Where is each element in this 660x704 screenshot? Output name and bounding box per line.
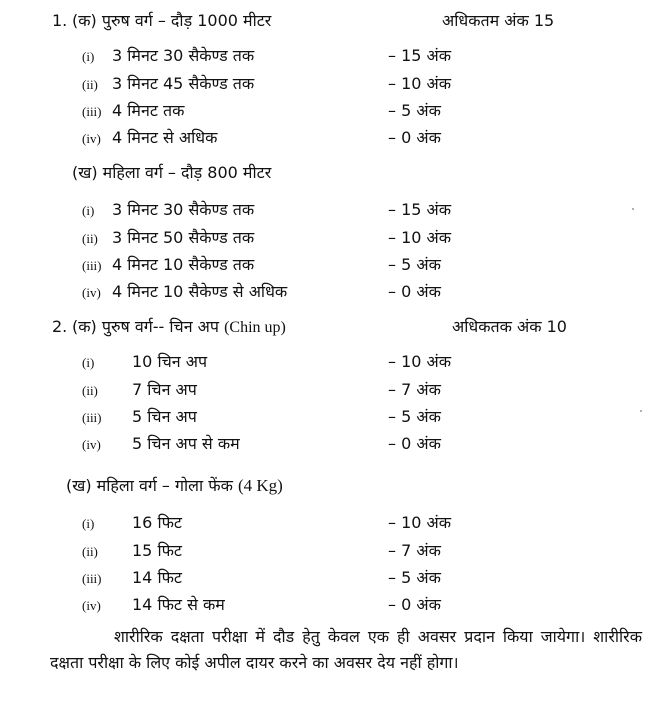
section-2-men-heading-text: (क) पुरुष वर्ग-- चिन अप	[72, 317, 219, 336]
section-2-women-heading-text: (ख) महिला वर्ग – गोला फेंक	[66, 476, 233, 495]
item-text: 4 मिनट 10 सैकेण्ड से अधिक	[112, 282, 288, 301]
item-marks: – 7 अंक	[388, 380, 441, 399]
item-text: 14 फिट से कम	[132, 595, 225, 614]
item-roman: (iv)	[82, 285, 101, 300]
item-marks: – 10 अंक	[388, 74, 452, 93]
scan-speck	[632, 208, 634, 210]
item-text: 4 मिनट तक	[112, 101, 185, 120]
item-marks: – 5 अंक	[388, 568, 441, 587]
scan-speck	[640, 410, 642, 412]
item-roman: (ii)	[82, 383, 98, 398]
item-roman: (i)	[82, 49, 95, 64]
section-1-women-heading: (ख) महिला वर्ग – दौड़ 800 मीटर	[72, 163, 272, 182]
item-text: 15 फिट	[132, 541, 182, 560]
item-marks: – 0 अंक	[388, 128, 441, 147]
item-marks: – 5 अंक	[388, 255, 441, 274]
section-2-men-heading	[72, 316, 286, 339]
item-roman: (ii)	[82, 544, 98, 559]
section-1-men-heading: (क) पुरुष वर्ग – दौड़ 1000 मीटर	[72, 11, 272, 30]
item-marks: – 7 अंक	[388, 541, 441, 560]
section-1-max-marks: अधिकतम अंक 15	[442, 11, 555, 30]
item-text: 10 चिन अप	[132, 352, 208, 371]
item-marks: – 0 अंक	[388, 282, 441, 301]
item-marks: – 15 अंक	[388, 46, 452, 65]
item-roman: (iii)	[82, 571, 102, 586]
item-marks: – 5 अंक	[388, 407, 441, 426]
section-2-women-heading	[66, 475, 283, 497]
item-text: 7 चिन अप	[132, 380, 197, 399]
item-text: 3 मिनट 30 सैकेण्ड तक	[112, 200, 255, 219]
item-roman: (i)	[82, 355, 95, 370]
item-roman: (ii)	[82, 77, 98, 92]
item-marks: – 5 अंक	[388, 101, 441, 120]
item-roman: (iii)	[82, 104, 102, 119]
item-text: 3 मिनट 45 सैकेण्ड तक	[112, 74, 255, 93]
item-text: 16 फिट	[132, 513, 182, 532]
item-text: 5 चिन अप	[132, 407, 197, 426]
section-2-women-heading-latin: (4 Kg)	[237, 476, 283, 495]
item-marks: – 10 अंक	[388, 228, 452, 247]
item-roman: (ii)	[82, 231, 98, 246]
item-roman: (iv)	[82, 598, 101, 613]
item-text: 3 मिनट 50 सैकेण्ड तक	[112, 228, 255, 247]
item-roman: (iii)	[82, 410, 102, 425]
note-paragraph	[50, 624, 642, 676]
item-text: 3 मिनट 30 सैकेण्ड तक	[112, 46, 255, 65]
section-1-number: 1.	[52, 11, 68, 30]
item-marks: – 15 अंक	[388, 200, 452, 219]
section-2-men-heading-latin: (Chin up)	[224, 319, 286, 336]
section-2-number: 2.	[52, 317, 68, 336]
item-roman: (iii)	[82, 258, 102, 273]
item-marks: – 0 अंक	[388, 595, 441, 614]
item-roman: (iv)	[82, 437, 101, 452]
item-marks: – 0 अंक	[388, 434, 441, 453]
item-roman: (iv)	[82, 131, 101, 146]
item-marks: – 10 अंक	[388, 513, 452, 532]
item-text: 4 मिनट 10 सैकेण्ड तक	[112, 255, 255, 274]
item-text: 5 चिन अप से कम	[132, 434, 240, 453]
item-text: 4 मिनट से अधिक	[112, 128, 218, 147]
item-roman: (i)	[82, 203, 95, 218]
item-marks: – 10 अंक	[388, 352, 452, 371]
section-2-max-marks: अधिकतक अंक 10	[452, 317, 567, 336]
item-text: 14 फिट	[132, 568, 182, 587]
note-text: शारीरिक दक्षता परीक्षा में दौड हेतु केवल एक ही अवसर प्रदान किया जायेगा। शारीरिक दक्षता परीक्षा के लिए कोई अपील दायर करने का अवसर देय नहीं होगा।	[50, 627, 642, 672]
item-roman: (i)	[82, 516, 95, 531]
